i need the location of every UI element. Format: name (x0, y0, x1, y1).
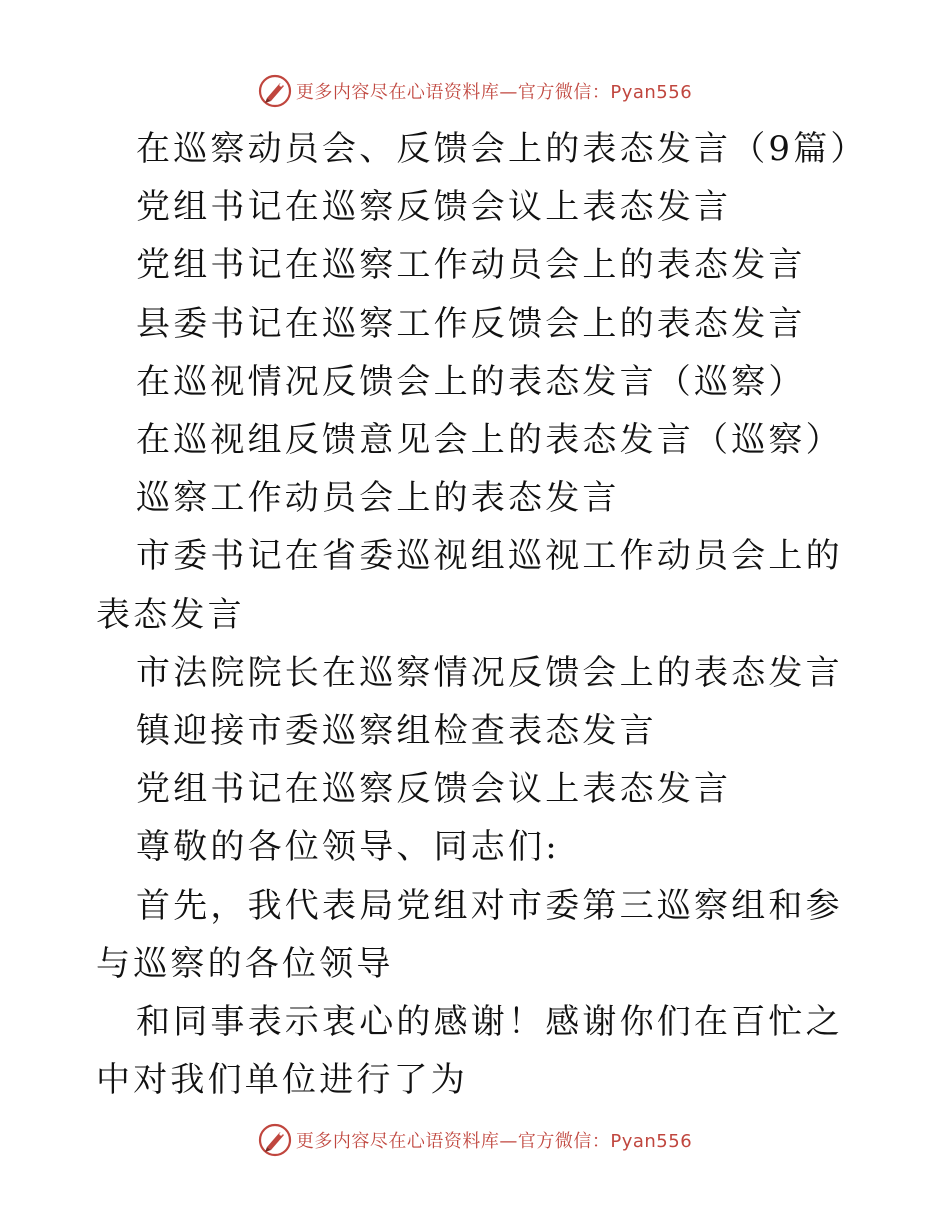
pen-logo-icon (258, 74, 292, 108)
toc-item: 巡察工作动员会上的表态发言 (136, 478, 620, 519)
document-body (96, 120, 868, 1109)
watermark-text: 更多内容尽在心语资料库—官方微信：Pyan556 (295, 1131, 693, 1152)
toc-item: 市委书记在省委巡视组巡视工作动员会上的表态发言 (96, 536, 843, 635)
salutation: 尊敬的各位领导、同志们: (136, 827, 560, 868)
watermark-text: 更多内容尽在心语资料库—官方微信：Pyan556 (295, 82, 693, 103)
toc-item: 镇迎接市委巡察组检查表态发言 (136, 711, 657, 752)
body-paragraph: 首先，我代表局党组对市委第三巡察组和参与巡察的各位领导 (96, 885, 843, 984)
pen-logo-icon (258, 1123, 292, 1157)
toc-item: 县委书记在巡察工作反馈会上的表态发言 (136, 303, 806, 344)
body-paragraph: 和同事表示衷心的感谢！感谢你们在百忙之中对我们单位进行了为 (96, 1002, 843, 1101)
toc-item: 在巡视情况反馈会上的表态发言（巡察） (136, 361, 806, 402)
section-heading: 党组书记在巡察反馈会议上表态发言 (136, 769, 732, 810)
header-watermark (0, 71, 950, 111)
footer-watermark (0, 1120, 950, 1160)
toc-item: 在巡视组反馈意见会上的表态发言（巡察） (136, 420, 843, 461)
toc-item: 党组书记在巡察反馈会议上表态发言 (136, 187, 732, 228)
toc-item: 市法院院长在巡察情况反馈会上的表态发言 (136, 652, 843, 693)
doc-title: 在巡察动员会、反馈会上的表态发言（9篇） (136, 129, 868, 169)
toc-item: 党组书记在巡察工作动员会上的表态发言 (136, 245, 806, 286)
